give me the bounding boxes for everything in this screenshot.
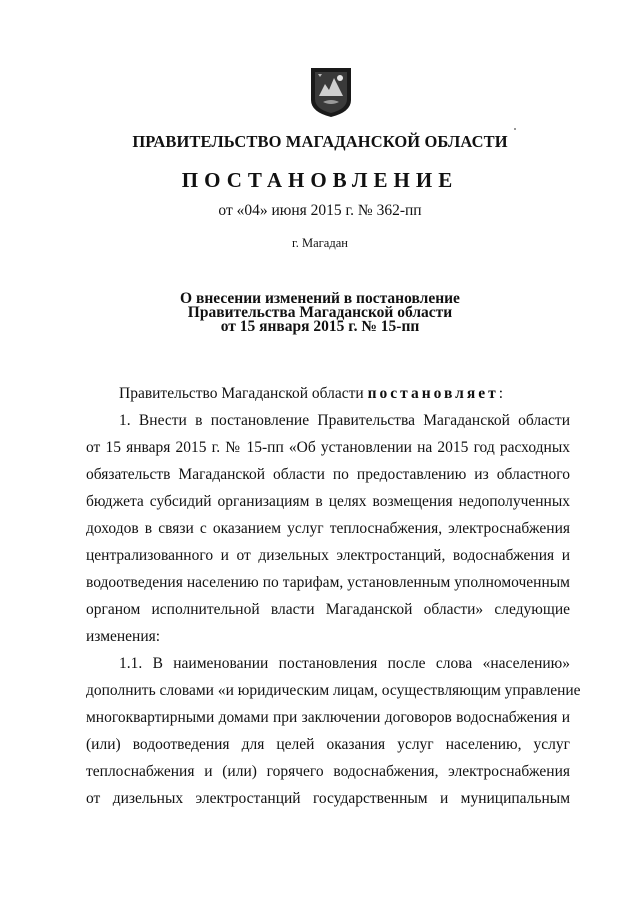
body-line: от 15 января 2015 г. № 15-пп «Об установлении на 2015 год расходных: [86, 439, 570, 456]
intro-line: [119, 384, 603, 404]
subject-line: от 15 января 2015 г. № 15-пп: [220, 318, 420, 335]
body-line: от дизельных электростанций государственным и муниципальным: [86, 790, 570, 807]
body-line: изменения:: [86, 628, 161, 645]
document-subject: [0, 292, 640, 334]
subject-line: О внесении изменений в постановление: [180, 290, 460, 307]
body-line: дополнить словами «и юридическим лицам, осуществляющим управление: [86, 682, 581, 699]
organization-name: ПРАВИТЕЛЬСТВО МАГАДАНСКОЙ ОБЛАСТИ: [132, 132, 508, 151]
subject-line: Правительства Магаданской области: [187, 304, 453, 321]
body-line: теплоснабжения и (или) горячего водоснабжения, электроснабжения: [86, 763, 570, 780]
body-line: доходов в связи с оказанием услуг теплоснабжения, электроснабжения: [86, 520, 570, 537]
body-line: (или) водоотведения для целей оказания услуг населению, услуг: [86, 736, 570, 753]
scan-speck: [514, 128, 516, 130]
intro-prefix: Правительство Магаданской области: [119, 385, 368, 402]
document-city: г. Магадан: [292, 236, 348, 250]
body-line: многоквартирными домами при заключении договоров водоснабжения и: [86, 709, 570, 726]
document-date-number: от «04» июня 2015 г. № 362-пп: [218, 202, 422, 219]
intro-keyword: постановляет: [367, 385, 499, 402]
body-line: обязательств Магаданской области по предоставлению из областного: [86, 466, 570, 483]
document-type: ПОСТАНОВЛЕНИЕ: [181, 168, 459, 192]
body-line: централизованного и от дизельных электростанций, водоснабжения и: [86, 547, 570, 564]
body-line: органом исполнительной власти Магаданской области» следующие: [86, 601, 570, 618]
body-line: водоотведения населению по тарифам, установленным уполномоченным: [86, 574, 570, 591]
body-line: 1. Внести в постановление Правительства Магаданской области: [119, 412, 570, 429]
intro-suffix: :: [498, 385, 504, 402]
body-line: 1.1. В наименовании постановления после слова «населению»: [119, 655, 570, 672]
body-line: бюджета субсидий организациям в целях возмещения недополученных: [86, 493, 570, 510]
coat-of-arms-emblem: [309, 66, 353, 118]
